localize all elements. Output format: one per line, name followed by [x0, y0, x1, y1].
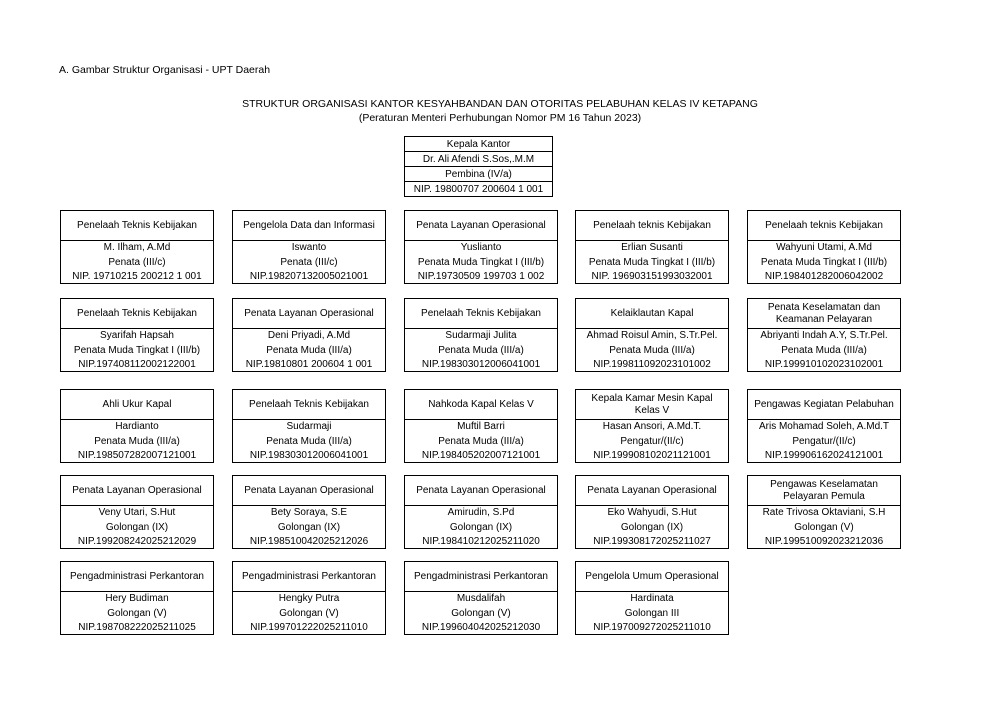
staff-rank: Penata Muda (III/a)	[94, 435, 180, 447]
staff-nip: NIP.199510092023212036	[764, 536, 884, 547]
staff-card	[575, 475, 729, 549]
staff-position: Kepala Kamar Mesin Kapal Kelas V	[576, 390, 728, 420]
staff-details	[748, 329, 900, 373]
staff-card	[404, 561, 558, 635]
staff-position: Ahli Ukur Kapal	[61, 390, 213, 420]
staff-nip: NIP. 196903151993032001	[591, 271, 713, 282]
staff-card	[60, 475, 214, 549]
staff-card	[747, 389, 901, 463]
staff-card	[60, 389, 214, 463]
staff-nip: NIP.19730509 199703 1 002	[417, 271, 545, 282]
staff-position: Penata Layanan Operasional	[405, 476, 557, 506]
staff-name: Bety Soraya, S.E	[270, 507, 348, 518]
staff-card	[60, 561, 214, 635]
staff-nip: NIP.198510042025212026	[249, 536, 369, 547]
staff-rank: Golongan (V)	[794, 521, 854, 533]
staff-nip: NIP.199208242025212029	[77, 536, 197, 547]
staff-rank: Penata (III/c)	[108, 256, 166, 268]
staff-details	[576, 329, 728, 373]
staff-position: Pengawas Kegiatan Pelabuhan	[748, 390, 900, 420]
staff-details	[233, 592, 385, 636]
staff-nip: NIP.19810801 200604 1 001	[245, 359, 373, 370]
staff-rank: Penata Muda (III/a)	[781, 344, 867, 356]
staff-card	[60, 298, 214, 372]
staff-nip: NIP.197408112002122001	[78, 359, 196, 370]
staff-card	[232, 298, 386, 372]
staff-position: Penata Layanan Operasional	[233, 299, 385, 329]
staff-card	[404, 475, 558, 549]
staff-name: M. Ilham, A.Md	[103, 242, 171, 253]
staff-rank: Golongan (V)	[279, 607, 339, 619]
chart-subtitle: (Peraturan Menteri Perhubungan Nomor PM 16 Tahun 2023)	[358, 112, 642, 124]
staff-card	[232, 561, 386, 635]
staff-position: Penelaah teknis Kebijakan	[576, 211, 728, 241]
staff-rank: Golongan III	[624, 607, 680, 619]
staff-rank: Penata Muda (III/a)	[266, 435, 352, 447]
staff-rank: Penata Muda (III/a)	[438, 435, 524, 447]
staff-position: Pengadministrasi Perkantoran	[233, 562, 385, 592]
staff-name: Hardianto	[115, 421, 159, 432]
staff-position: Kelaiklautan Kapal	[576, 299, 728, 329]
staff-card	[404, 210, 558, 284]
staff-card	[575, 389, 729, 463]
staff-details	[405, 506, 557, 550]
staff-details	[576, 420, 728, 464]
staff-details	[233, 506, 385, 550]
staff-card	[404, 298, 558, 372]
document-heading: A. Gambar Struktur Organisasi - UPT Daerah	[59, 64, 271, 76]
staff-name: Hery Budiman	[105, 593, 169, 604]
staff-details	[748, 420, 900, 464]
staff-card	[575, 561, 729, 635]
staff-name: Syarifah Hapsah	[100, 330, 174, 341]
staff-name: Eko Wahyudi, S.Hut	[607, 507, 697, 518]
staff-details	[405, 329, 557, 373]
staff-details	[576, 506, 728, 550]
staff-position: Penelaah Teknis Kebijakan	[405, 299, 557, 329]
staff-nip: NIP.198207132005021001	[249, 271, 369, 282]
staff-rank: Pengatur/(II/c)	[620, 435, 684, 447]
staff-name: Amirudin, S.Pd	[447, 507, 515, 518]
staff-rank: Pengatur/(II/c)	[792, 435, 856, 447]
staff-details	[405, 420, 557, 464]
staff-name: Muftil Barri	[457, 421, 505, 432]
staff-nip: NIP.198303012006041001	[249, 450, 369, 461]
staff-details	[748, 241, 900, 285]
staff-card	[575, 298, 729, 372]
staff-card	[232, 475, 386, 549]
staff-name: Rate Trivosa Oktaviani, S.H	[762, 507, 886, 518]
staff-position: Penata Layanan Operasional	[576, 476, 728, 506]
head-position: Kepala Kantor	[405, 137, 552, 152]
staff-details	[61, 241, 213, 285]
staff-nip: NIP.199908102021121001	[593, 450, 711, 461]
staff-nip: NIP.198401282006042002	[764, 271, 884, 282]
staff-details	[405, 241, 557, 285]
staff-details	[576, 241, 728, 285]
staff-position: Penelaah Teknis Kebijakan	[61, 211, 213, 241]
staff-details	[233, 329, 385, 373]
staff-details	[576, 592, 728, 636]
staff-rank: Golongan (IX)	[449, 521, 513, 533]
staff-rank: Golongan (IX)	[620, 521, 684, 533]
staff-card	[60, 210, 214, 284]
staff-rank: Penata Muda (III/a)	[438, 344, 524, 356]
staff-name: Abriyanti Indah A.Y, S.Tr.Pel.	[760, 330, 888, 341]
head-of-office-card	[404, 136, 553, 197]
staff-position: Penata Keselamatan dan Keamanan Pelayaran	[748, 299, 900, 329]
staff-details	[748, 506, 900, 550]
staff-name: Hengky Putra	[278, 593, 340, 604]
staff-card	[232, 210, 386, 284]
staff-name: Deni Priyadi, A.Md	[267, 330, 351, 341]
staff-details	[61, 329, 213, 373]
staff-rank: Penata Muda (III/a)	[609, 344, 695, 356]
staff-name: Erlian Susanti	[621, 242, 683, 253]
staff-nip: NIP.198303012006041001	[421, 359, 541, 370]
staff-nip: NIP.198708222025211025	[78, 622, 196, 633]
head-name: Dr. Ali Afendi S.Sos,.M.M	[405, 152, 552, 167]
staff-details	[405, 592, 557, 636]
staff-name: Hasan Ansori, A.Md.T.	[602, 421, 702, 432]
staff-details	[233, 420, 385, 464]
staff-nip: NIP.199308172025211027	[593, 536, 711, 547]
staff-position: Penata Layanan Operasional	[405, 211, 557, 241]
staff-rank: Penata Muda Tingkat I (III/b)	[417, 256, 545, 268]
staff-details	[233, 241, 385, 285]
staff-rank: Penata Muda Tingkat I (III/b)	[760, 256, 888, 268]
staff-name: Sudarmaji Julita	[445, 330, 517, 341]
staff-name: Yuslianto	[460, 242, 502, 253]
staff-name: Iswanto	[291, 242, 327, 253]
staff-name: Ahmad Roisul Amin, S.Tr.Pel.	[586, 330, 718, 341]
staff-position: Penelaah Teknis Kebijakan	[233, 390, 385, 420]
staff-details	[61, 592, 213, 636]
staff-position: Penata Layanan Operasional	[61, 476, 213, 506]
staff-details	[61, 420, 213, 464]
staff-position: Pengelola Umum Operasional	[576, 562, 728, 592]
staff-name: Musdalifah	[456, 593, 506, 604]
staff-nip: NIP.198405202007121001	[421, 450, 541, 461]
title-block	[0, 97, 1000, 125]
staff-nip: NIP.199701222025211010	[250, 622, 368, 633]
staff-position: Pengadministrasi Perkantoran	[61, 562, 213, 592]
staff-position: Pengelola Data dan Informasi	[233, 211, 385, 241]
staff-rank: Penata Muda Tingkat I (III/b)	[73, 344, 201, 356]
staff-name: Sudarmaji	[286, 421, 332, 432]
staff-position: Penata Layanan Operasional	[233, 476, 385, 506]
staff-nip: NIP.199906162024121001	[764, 450, 884, 461]
staff-card	[232, 389, 386, 463]
staff-name: Aris Mohamad Soleh, A.Md.T	[758, 421, 890, 432]
head-rank: Pembina (IV/a)	[405, 167, 552, 182]
staff-rank: Golongan (IX)	[277, 521, 341, 533]
staff-nip: NIP.199910102023102001	[764, 359, 884, 370]
staff-nip: NIP.198507282007121001	[77, 450, 197, 461]
staff-position: Penelaah Teknis Kebijakan	[61, 299, 213, 329]
staff-position: Pengawas Keselamatan Pelayaran Pemula	[748, 476, 900, 506]
staff-card	[747, 298, 901, 372]
staff-position: Nahkoda Kapal Kelas V	[405, 390, 557, 420]
staff-rank: Golongan (V)	[451, 607, 511, 619]
staff-rank: Penata Muda (III/a)	[266, 344, 352, 356]
staff-rank: Penata Muda Tingkat I (III/b)	[588, 256, 716, 268]
staff-nip: NIP.198410212025211020	[422, 536, 540, 547]
staff-nip: NIP.197009272025211010	[593, 622, 711, 633]
staff-rank: Golongan (V)	[107, 607, 167, 619]
staff-nip: NIP. 19710215 200212 1 001	[72, 271, 202, 282]
staff-card	[747, 210, 901, 284]
staff-name: Wahyuni Utami, A.Md	[776, 242, 872, 253]
staff-card	[404, 389, 558, 463]
head-nip: NIP. 19800707 200604 1 001	[413, 184, 544, 195]
staff-card	[747, 475, 901, 549]
staff-name: Veny Utari, S.Hut	[98, 507, 176, 518]
staff-position: Pengadministrasi Perkantoran	[405, 562, 557, 592]
chart-title: STRUKTUR ORGANISASI KANTOR KESYAHBANDAN DAN OTORITAS PELABUHAN KELAS IV KETAPANG	[242, 98, 758, 110]
staff-position: Penelaah teknis Kebijakan	[748, 211, 900, 241]
staff-card	[575, 210, 729, 284]
staff-name: Hardinata	[630, 593, 674, 604]
staff-rank: Penata (III/c)	[280, 256, 338, 268]
staff-rank: Golongan (IX)	[105, 521, 169, 533]
staff-details	[61, 506, 213, 550]
staff-nip: NIP.199604042025212030	[421, 622, 541, 633]
staff-nip: NIP.199811092023101002	[593, 359, 711, 370]
